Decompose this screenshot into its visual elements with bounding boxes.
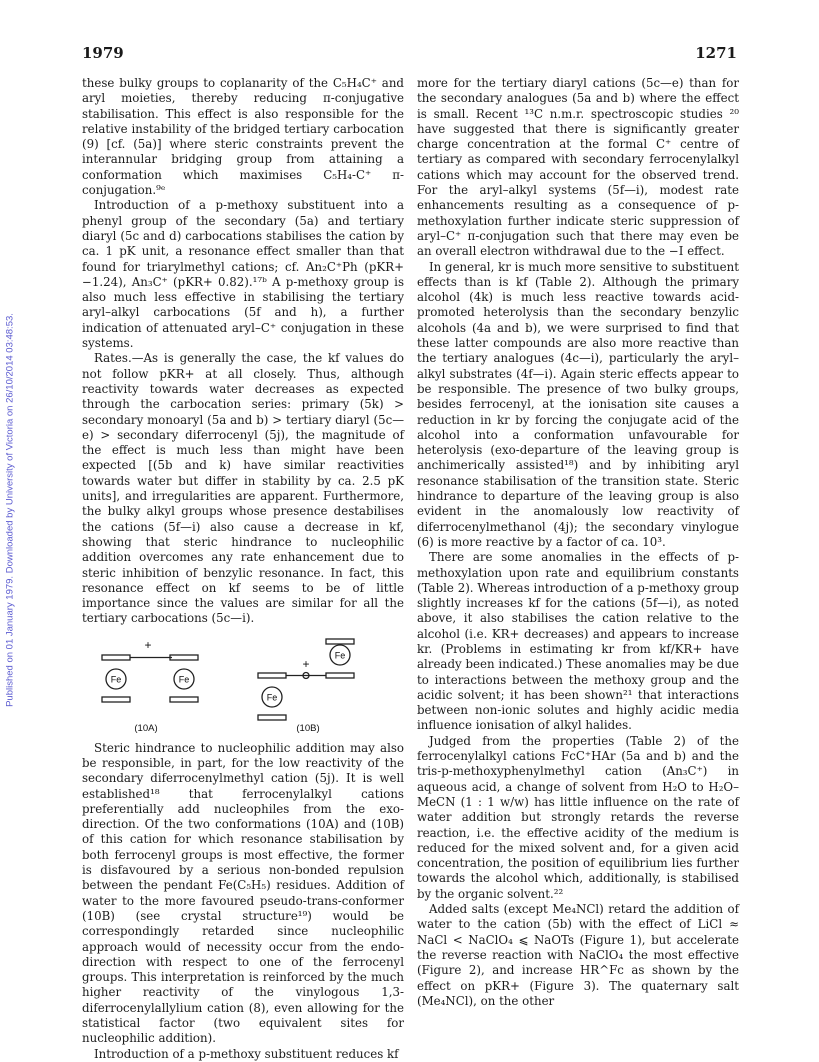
paragraph: Steric hindrance to nucleophilic addition may also be responsible, in part, for the low reactivity of the secondary diferrocenylmethyl cation (5j). It is well established¹⁸ that ferrocenylalkyl cations preferentially add nucleophiles from the exo-direction. Of the two conformations (10A) and (10B) of this cation for which resonance stabilisation by both ferrocenyl groups is most effective, the former is disfavoured by a serious non-bonded repulsion between the pendant Fe(C₅H₅) residues. Addition of water to the more favoured pseudo-trans-conformer (10B) (see crystal structure¹⁹) would be correspondingly retarded since nucleophilic approach would of necessity occur from the endo-direction with respect to one of the ferrocenyl groups. This interpretation is reinforced by the much higher reactivity of the vinylogous 1,3-diferrocenylallylium cation (8), even allowing for the statistical factor (two equivalent sites for nucleophilic addition). xyxy=(82,740,404,1046)
cp-ring-top-b2 xyxy=(326,639,354,644)
cp-ring-top-a2 xyxy=(170,655,198,660)
paragraph: more for the tertiary diaryl cations (5c—e) than for the secondary analogues (5a and b) where the effect is small. Recent ¹³C n.m.r. spectroscopic studies ²⁰ have suggested that there is significantly greater charge concentration at the formal C⁺ centre of tertiary as compared with secondary ferrocenylalkyl cations which may account for the observed trend. For the aryl–alkyl systems (5f—i), modest rate enhancements resulting as a consequence of p-methoxylation further indicate steric suppression of aryl–C⁺ π-conjugation such that there may even be an overall electron withdrawal due to the −I effect. xyxy=(417,76,739,259)
fe-label: Fe xyxy=(334,650,346,661)
figure-label-10a: (10A) xyxy=(134,722,158,734)
cp-ring-bottom-b1 xyxy=(258,715,286,720)
figure-label-10b: (10B) xyxy=(296,722,320,734)
download-notice xyxy=(2,230,18,790)
cp-ring-bottom-a1 xyxy=(102,697,130,702)
paragraph: these bulky groups to coplanarity of the C₅H₄C⁺ and aryl moieties, thereby reducing π-conjugative stabilisation. This effect is also responsible for the relative instability of the bridged tertiary carbocation (9) [cf. (5a)] where steric constraints prevent the interannular bridging group from attaining a conformation which maximises C₅H₄-C⁺ π-conjugation.⁹ᵉ xyxy=(82,76,404,198)
paragraph: Introduction of a p-methoxy substituent reduces kf xyxy=(94,1046,399,1061)
cp-ring-bottom-a2 xyxy=(170,697,198,702)
journal-year: 1979 xyxy=(82,44,124,62)
structure-diagram xyxy=(82,635,404,735)
left-column xyxy=(82,76,404,1062)
structure-figure xyxy=(82,635,404,735)
fe-label: Fe xyxy=(266,692,278,703)
paragraph: In general, kr is much more sensitive to substituent effects than is kf (Table 2). Although the primary alcohol (4k) is much less reactive towards acid-promoted heterolysis than the secondary benzylic alcohols (4a and b), we were surprised to find that these latter compounds are also more reactive than the tertiary analogues (4c—i), particularly the aryl–alkyl substrates (4f—i). Again steric effects appear to be responsible. The presence of two bulky groups, besides ferrocenyl, at the ionisation site causes a reduction in kr by forcing the conjugate acid of the alcohol into a conformation unfavourable for heterolysis (exo-departure of the leaving group is anchimerically assisted¹⁸) and by inhibiting aryl resonance stabilisation of the transition state. Steric hindrance to departure of the leaving group is also evident in the anomalously low reactivity of diferrocenylmethanol (4j); the secondary vinylogue (6) is more reactive by a factor of ca. 10³. xyxy=(417,259,739,549)
paragraph: Rates.—As is generally the case, the kf values do not follow pKR+ at all closely. Thus, although reactivity towards water decreases as expected through the carbocation series: primary (5k) > secondary monoaryl (5a and b) > tertiary diaryl (5c—e) > secondary diferrocenyl (5j), the magnitude of the effect is much less than might have been expected [(5b and k) have similar reactivities towards water but differ in stability by ca. 2.5 pK units], and irregularities are apparent. Furthermore, the bulky alkyl groups whose presence destabilises the cations (5f—i) also cause a decrease in kf, showing that steric hindrance to nucleophilic addition overcomes any rate enhancement due to steric inhibition of benzylic resonance. In fact, this resonance effect on kf seems to be of little importance since the values are similar for all the tertiary carbocations (5c—i). xyxy=(82,351,404,626)
cp-ring-top-a1 xyxy=(102,655,130,660)
right-column xyxy=(417,76,739,1009)
cation-plus-sign: + xyxy=(144,637,152,652)
paragraph: Judged from the properties (Table 2) of the ferrocenylalkyl cations FcC⁺HAr (5a and b) and the tris-p-methoxyphenylmethyl cation (An₃C⁺) in aqueous acid, a change of solvent from H₂O to H₂O–MeCN (1 : 1 w/w) has little influence on the rate of water addition but strongly retards the reverse reaction, i.e. the effective acidity of the medium is reduced for the mixed solvent and, for a given acid concentration, the position of equilibrium lies further towards the alcohol which, additionally, is stabilised by the organic solvent.²² xyxy=(417,733,739,901)
paragraph: There are some anomalies in the effects of p-methoxylation upon rate and equilibrium constants (Table 2). Whereas introduction of a p-methoxy group slightly increases kf for the cations (5f—i), as noted above, it also stabilises the cation relative to the alcohol (i.e. KR+ decreases) and appears to increase kr. (Problems in estimating kr from kf/KR+ have already been indicated.) These anomalies may be due to interactions between the methoxy group and the acidic solvent; it has been shown²¹ that interactions between non-ionic solutes and highly acidic media influence ionisation of alkyl halides. xyxy=(417,550,739,733)
paragraph: Added salts (except Me₄NCl) retard the addition of water to the cation (5b) with the effect of LiCl ≈ NaCl < NaClO₄ ⩽ NaOTs (Figure 1), but accelerate the reverse reaction with NaClO₄ the most effective (Figure 2), and increase HR^Fc as shown by the effect on pKR+ (Figure 3). The quaternary salt (Me₄NCl), on the other xyxy=(417,902,739,1008)
cp-ring-b2 xyxy=(326,673,354,678)
cation-plus-sign: + xyxy=(302,656,310,671)
page-number: 1271 xyxy=(695,44,737,62)
download-notice-text: Published on 01 January 1979. Downloaded by University of Victoria on 26/10/2014 03:48:53. xyxy=(4,313,16,707)
fe-label: Fe xyxy=(110,674,122,685)
fe-label: Fe xyxy=(178,674,190,685)
cp-ring-top-b1 xyxy=(258,673,286,678)
paragraph: Introduction of a p-methoxy substituent into a phenyl group of the secondary (5a) and tertiary diaryl (5c and d) carbocations stabilises the cation by ca. 1 pK unit, a resonance effect smaller than that found for triarylmethyl cations; cf. An₂C⁺Ph (pKR+ −1.24), An₃C⁺ (pKR+ 0.82).¹⁷ᵇ A p-methoxy group is also much less effective in stabilising the tertiary aryl–alkyl carbocations (5f and h), a further indication of attenuated aryl–C⁺ conjugation in these systems. xyxy=(82,198,404,351)
